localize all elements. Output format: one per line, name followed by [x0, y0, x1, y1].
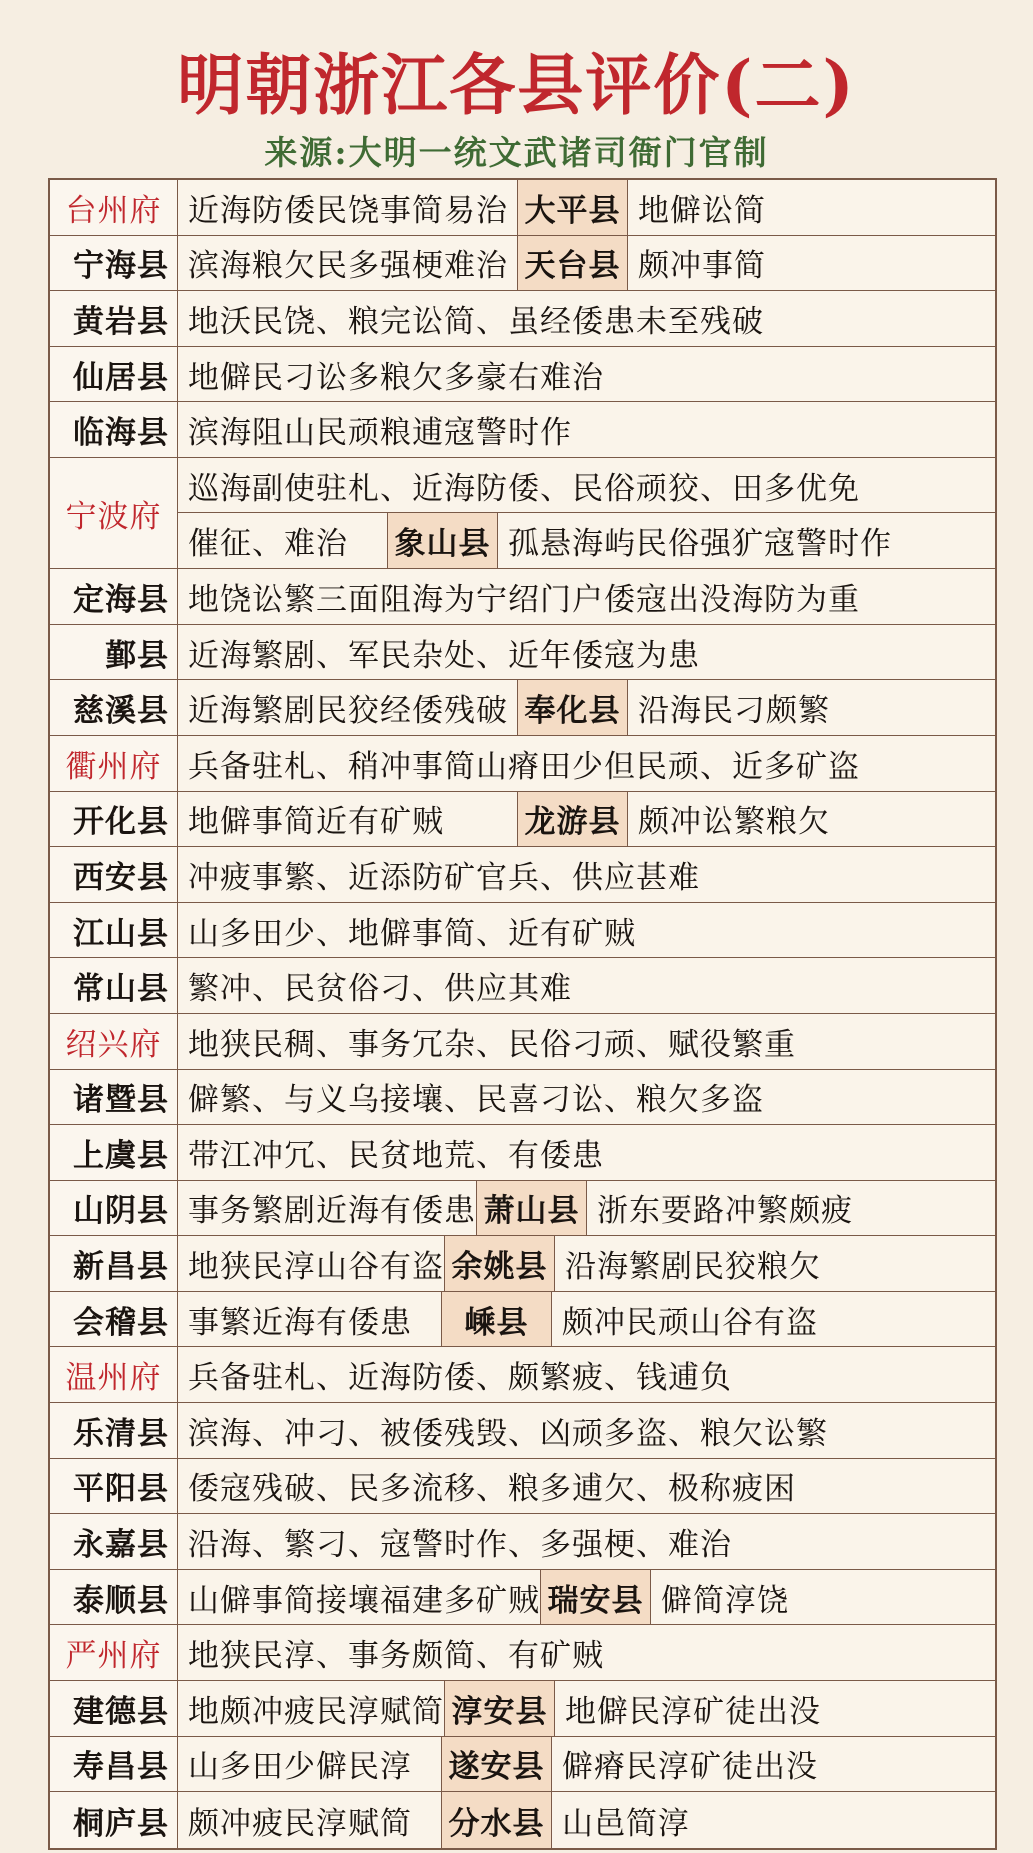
page-title: 明朝浙江各县评价(二) — [177, 46, 856, 124]
table-row — [50, 1792, 995, 1848]
county-name: 平阳县 — [50, 1459, 178, 1514]
county-description: 山邑简淳 — [562, 1805, 690, 1842]
table-row — [50, 1181, 995, 1237]
table-row — [50, 1737, 995, 1793]
table-row — [50, 1070, 995, 1126]
table-row — [50, 1347, 995, 1403]
table-row — [50, 903, 995, 959]
table-row — [50, 347, 995, 403]
county-name: 瑞安县 — [541, 1570, 651, 1625]
table-row — [50, 680, 995, 736]
county-name: 分水县 — [442, 1792, 552, 1848]
row-description: 地沃民饶、粮完讼简、虽经倭患未至残破 — [188, 303, 764, 340]
county-name: 江山县 — [50, 903, 178, 958]
prefecture-name: 绍兴府 — [50, 1014, 178, 1069]
county-description: 地僻民淳矿徒出没 — [565, 1693, 821, 1730]
row-description: 事务繁剧近海有倭患 — [178, 1181, 477, 1236]
table-row — [50, 792, 995, 848]
county-description: 颇冲民顽山谷有盗 — [562, 1304, 818, 1341]
county-name: 定海县 — [50, 569, 178, 624]
table-row — [50, 1014, 995, 1070]
table-row — [50, 180, 995, 236]
county-name: 宁海县 — [50, 236, 178, 291]
prefecture-name: 温州府 — [50, 1347, 178, 1402]
county-description: 颇冲讼繁粮欠 — [638, 804, 830, 841]
row-description: 近海繁剧、军民杂处、近年倭寇为患 — [188, 637, 700, 674]
merged-second-line — [178, 513, 995, 568]
table-row — [50, 236, 995, 292]
county-name: 诸暨县 — [50, 1070, 178, 1125]
row-description: 地僻民刁讼多粮欠多豪右难治 — [188, 359, 604, 396]
county-name: 奉化县 — [518, 680, 628, 735]
row-description: 倭寇残破、民多流移、粮多逋欠、极称疲困 — [188, 1471, 796, 1508]
row-description: 滨海、冲刁、被倭残毁、凶顽多盗、粮欠讼繁 — [188, 1415, 828, 1452]
prefecture-name: 台州府 — [50, 180, 178, 235]
row-description: 僻繁、与义乌接壤、民喜刁讼、粮欠多盗 — [188, 1082, 764, 1119]
table-row — [50, 847, 995, 903]
county-name: 建德县 — [50, 1681, 178, 1736]
county-name: 萧山县 — [477, 1181, 587, 1236]
table-row — [50, 1570, 995, 1626]
row-description: 兵备驻札、近海防倭、颇繁疲、钱逋负 — [188, 1360, 732, 1397]
county-name: 永嘉县 — [50, 1514, 178, 1569]
county-description: 颇冲事简 — [638, 248, 766, 285]
county-name: 新昌县 — [50, 1236, 178, 1291]
row-description: 滨海粮欠民多强梗难治 — [178, 236, 518, 291]
table-row — [50, 958, 995, 1014]
row-description: 事繁近海有倭患 — [178, 1292, 442, 1347]
row-description: 地狭民淳、事务颇简、有矿贼 — [188, 1638, 604, 1675]
county-name: 泰顺县 — [50, 1570, 178, 1625]
row-description: 地狭民稠、事务冗杂、民俗刁顽、赋役繁重 — [188, 1026, 796, 1063]
row-description: 山多田少僻民淳 — [178, 1737, 442, 1792]
row-description: 兵备驻札、稍冲事简山瘠田少但民顽、近多矿盗 — [188, 748, 860, 785]
row-description-cont: 催征、难治 — [178, 513, 388, 568]
county-description: 浙东要路冲繁颇疲 — [597, 1193, 853, 1230]
county-description: 沿海繁剧民狡粮欠 — [565, 1249, 821, 1286]
row-description: 近海防倭民饶事简易治 — [178, 180, 518, 235]
prefecture-name: 衢州府 — [50, 736, 178, 791]
county-name: 遂安县 — [442, 1737, 552, 1792]
row-description: 颇冲疲民淳赋简 — [178, 1792, 442, 1848]
page-subtitle: 来源:大明一统文武诸司衙门官制 — [264, 133, 769, 172]
merged-desc-block — [178, 458, 995, 568]
row-description: 繁冲、民贫俗刁、供应其难 — [188, 971, 572, 1008]
row-description: 沿海、繁刁、寇警时作、多强梗、难治 — [188, 1527, 732, 1564]
county-name: 寿昌县 — [50, 1737, 178, 1792]
county-name: 开化县 — [50, 792, 178, 847]
table-row — [50, 1681, 995, 1737]
table-row — [50, 1292, 995, 1348]
county-name: 上虞县 — [50, 1125, 178, 1180]
row-description: 近海繁剧民狡经倭残破 — [178, 680, 518, 735]
prefecture-name: 严州府 — [50, 1625, 178, 1680]
county-name: 嵊县 — [442, 1292, 552, 1347]
county-name: 鄞县 — [50, 625, 178, 680]
county-name: 淳安县 — [445, 1681, 555, 1736]
table-row — [50, 569, 995, 625]
table-row — [50, 1459, 995, 1515]
table-row — [50, 625, 995, 681]
county-description: 僻简淳饶 — [661, 1582, 789, 1619]
county-name: 桐庐县 — [50, 1792, 178, 1848]
prefecture-name: 宁波府 — [50, 458, 178, 568]
row-description: 山僻事简接壤福建多矿贼 — [178, 1570, 541, 1625]
county-name: 象山县 — [388, 513, 498, 568]
row-description: 滨海阻山民顽粮逋寇警时作 — [188, 415, 572, 452]
county-name: 龙游县 — [518, 792, 628, 847]
county-description: 孤悬海屿民俗强犷寇警时作 — [508, 526, 892, 563]
row-description: 带江冲冗、民贫地荒、有倭患 — [188, 1137, 604, 1174]
row-description: 地饶讼繁三面阻海为宁绍门户倭寇出没海防为重 — [188, 581, 860, 618]
row-description: 地狭民淳山谷有盗 — [178, 1236, 445, 1291]
county-name: 山阴县 — [50, 1181, 178, 1236]
county-description: 沿海民刁颇繁 — [638, 693, 830, 730]
table-row — [50, 1403, 995, 1459]
county-name: 天台县 — [518, 236, 628, 291]
county-name: 大平县 — [518, 180, 628, 235]
county-name: 会稽县 — [50, 1292, 178, 1347]
row-description: 山多田少、地僻事简、近有矿贼 — [188, 915, 636, 952]
county-description: 地僻讼简 — [638, 192, 766, 229]
table-row — [50, 1625, 995, 1681]
row-description: 巡海副使驻札、近海防倭、民俗顽狡、田多优免 — [178, 458, 995, 513]
county-evaluation-table — [48, 178, 997, 1850]
county-name: 乐清县 — [50, 1403, 178, 1458]
table-row — [50, 1125, 995, 1181]
county-name: 西安县 — [50, 847, 178, 902]
table-row — [50, 736, 995, 792]
row-description: 地僻事简近有矿贼 — [178, 792, 518, 847]
county-name: 常山县 — [50, 958, 178, 1013]
county-name: 余姚县 — [445, 1236, 555, 1291]
county-name: 临海县 — [50, 402, 178, 457]
table-row — [50, 458, 995, 569]
row-description: 地颇冲疲民淳赋简 — [178, 1681, 445, 1736]
county-name: 慈溪县 — [50, 680, 178, 735]
table-row — [50, 402, 995, 458]
county-name: 黄岩县 — [50, 291, 178, 346]
table-row — [50, 1236, 995, 1292]
table-row — [50, 291, 995, 347]
county-description: 僻瘠民淳矿徒出没 — [562, 1749, 818, 1786]
county-name: 仙居县 — [50, 347, 178, 402]
table-row — [50, 1514, 995, 1570]
row-description: 冲疲事繁、近添防矿官兵、供应甚难 — [188, 859, 700, 896]
